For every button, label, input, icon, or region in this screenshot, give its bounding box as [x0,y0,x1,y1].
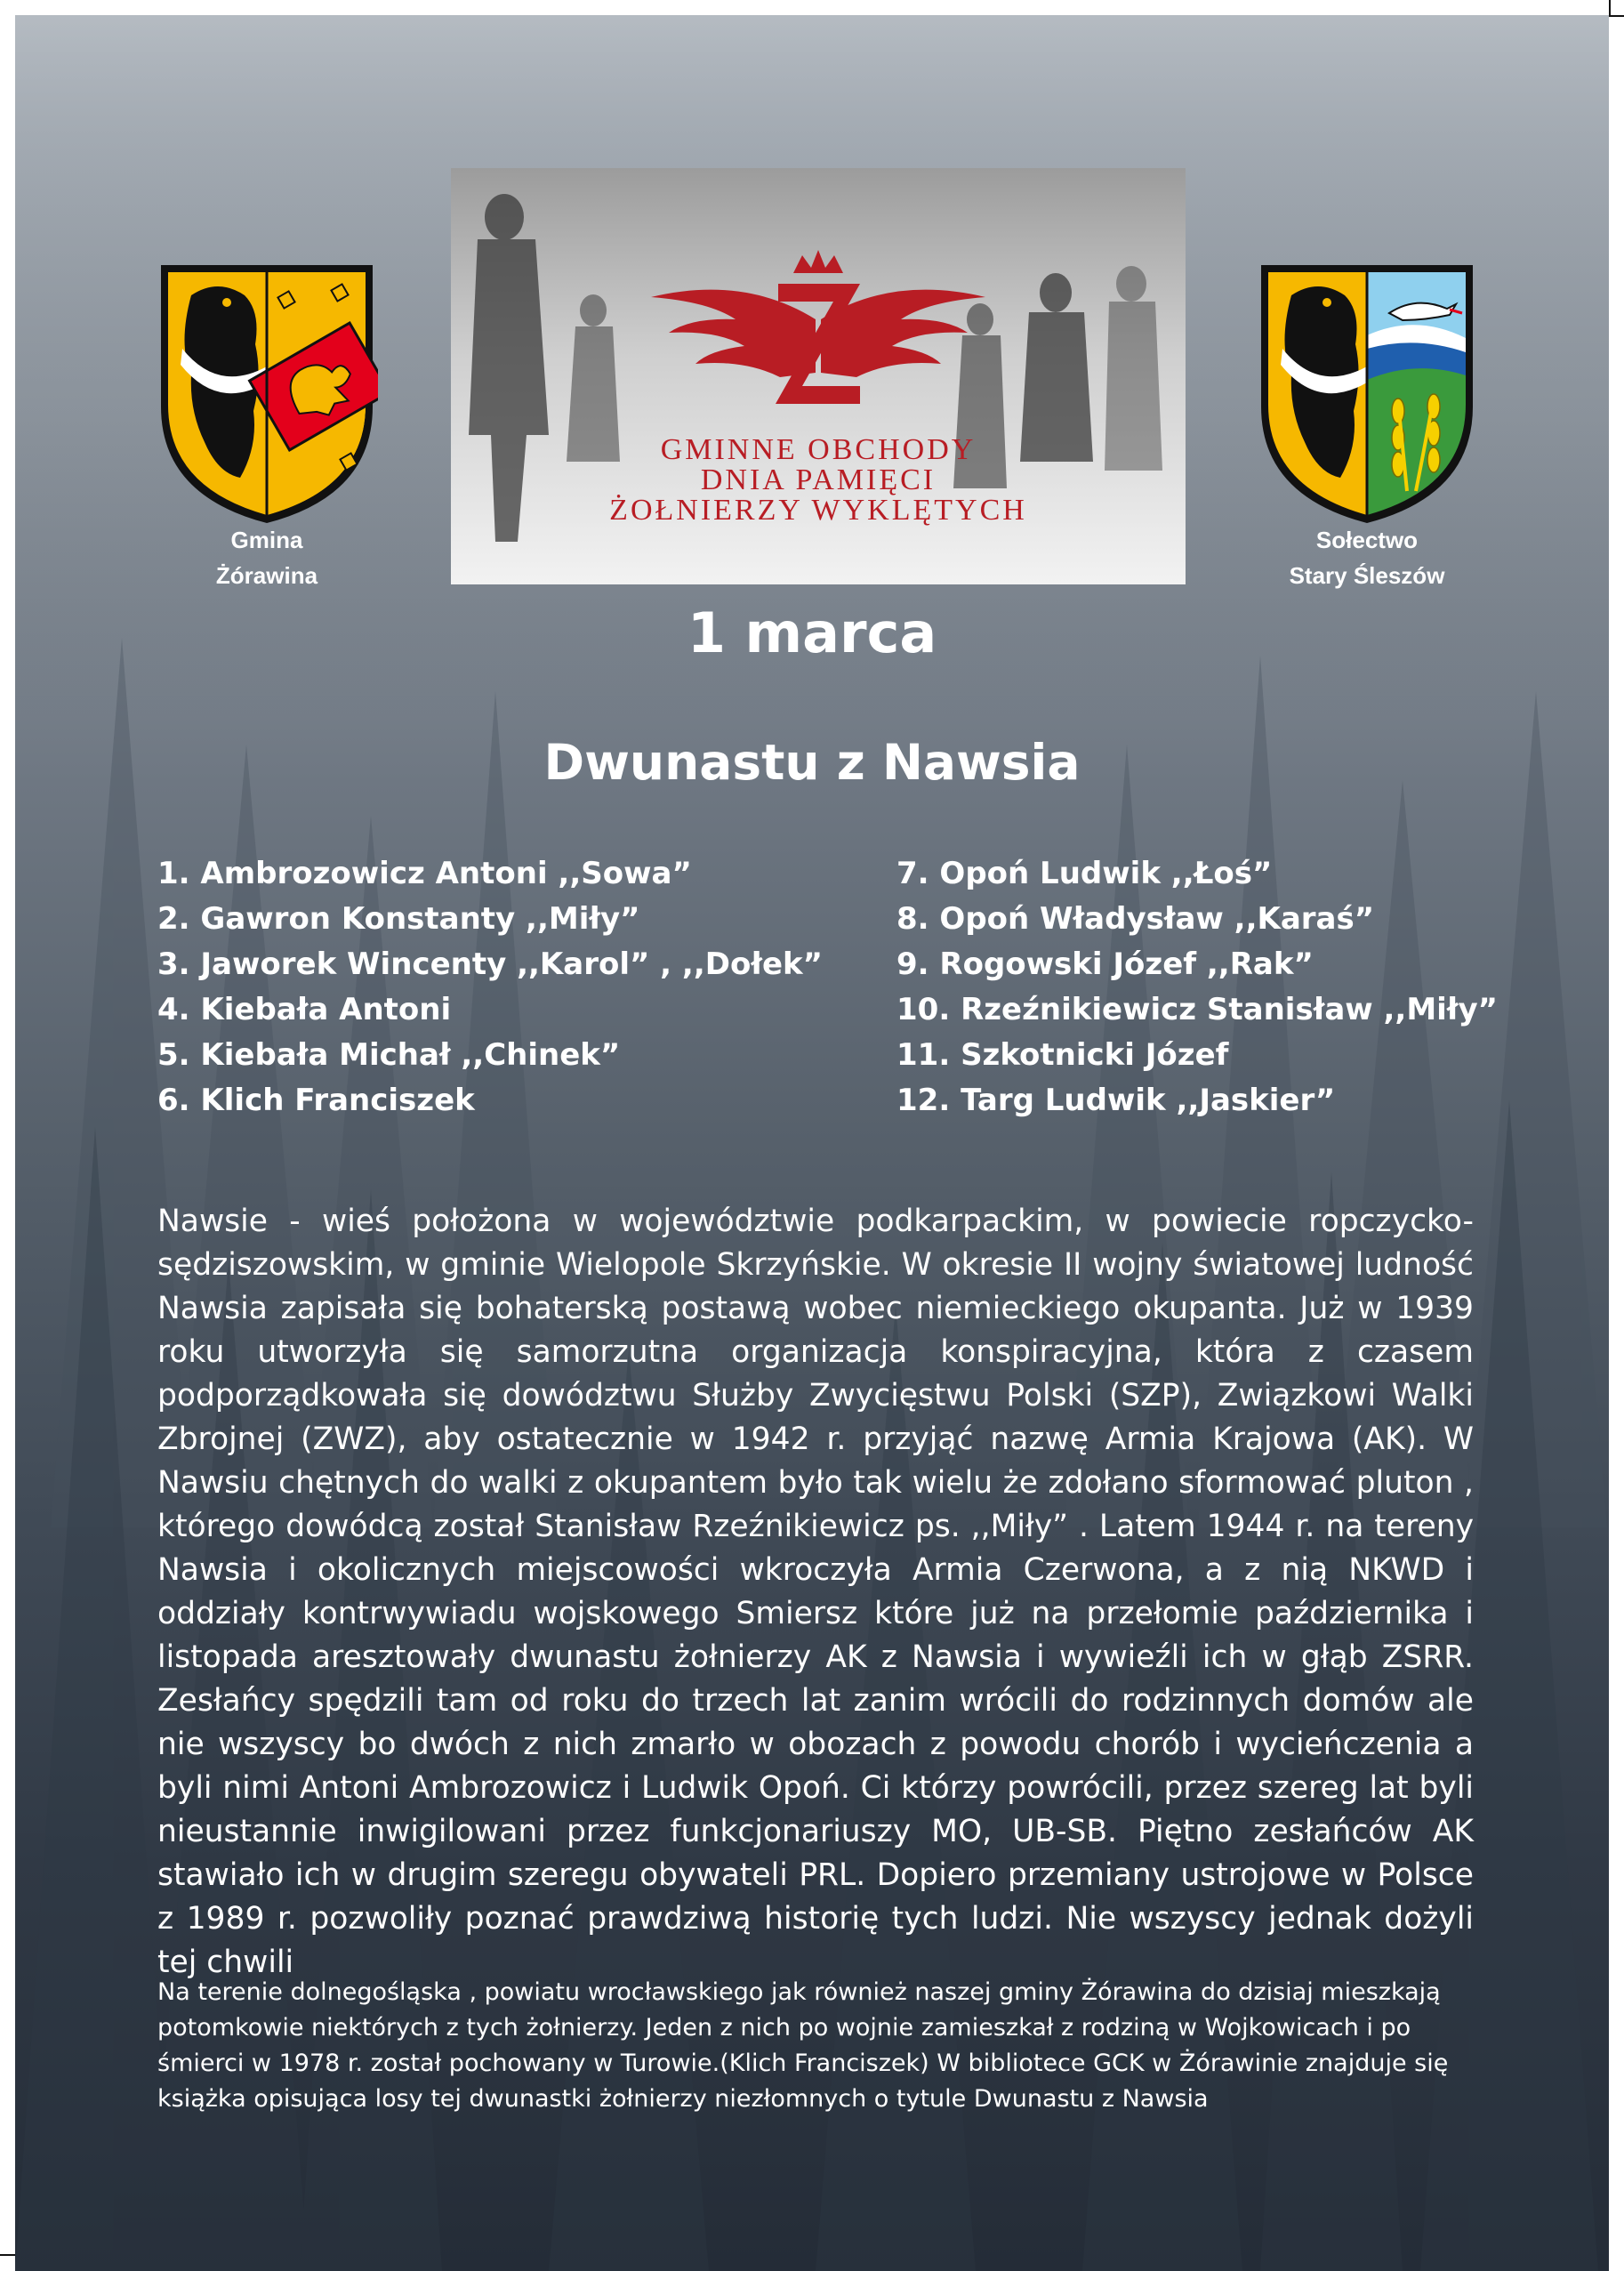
crest-label-gmina [156,522,378,593]
list-item: 8. Opoń Władysław ,,Karaś” [896,901,1375,937]
list-item: 5. Kiebała Michał ,,Chinek” [157,1037,621,1073]
banner-title [451,435,1186,526]
poster-page [15,15,1609,2271]
history-paragraph: Nawsie - wieś położona w województwie podkarpackim, w powiecie ropczycko-sędziszowskim, w gminie Wielopole Skrzyńskie. W okresie II wojny światowej ludność Nawsia zapisała się bohaterską postawą wobec niemieckiego okupanta. Już w 1939 roku utworzyła się samorzutna organizacja konspiracyjna, która z czasem podporządkowała się dowództwu Służby Zwycięstwu Polski (SZP), Związkowi Walki Zbrojnej (ZWZ), aby ostatecznie w 1942 r. przyjąć nazwę Armia Krajowa (AK). W Nawsiu chętnych do walki z okupantem było tak wielu że zdołano sformować pluton , którego dowódcą został Stanisław Rzeźnikiewicz ps. ,,Miły” . Latem 1944 r. na tereny Nawsia i okolicznych miejscowości wkroczyła Armia Czerwona, a z nią NKWD i oddziały kontrwywiadu wojskowego Smiersz które już na przełomie października i listopada aresztowały dwunastu żołnierzy AK z Nawsia i wywieźli ich w głąb ZSRR. Zesłańcy spędzili tam od roku do trzech lat zanim wrócili do rodzinnych domów ale nie wszyscy bo dwóch z nich zmarło w obozach z powodu chorób i wycieńczenia a byli nimi Antoni Ambrozowicz i Ludwik Opoń. Ci którzy powrócili, przez szereg lat byli nieustannie inwigilowani przez funkcjonariuszy MO, UB-SB. Piętno zesłańców AK stawiało ich w drugim szeregu obywateli PRL. Dopiero przemiany ustrojowe w Polsce z 1989 r. pozwoliły poznać prawdziwą historię tych ludzi. Nie wszyscy jednak dożyli tej chwili [157,1204,1474,1980]
soldier-list-right [896,851,1537,1123]
crop-mark [1609,0,1611,15]
page-title: Dwunastu z Nawsia [543,734,1081,791]
soldier-list-left [157,851,833,1123]
crest-label-line: Żórawina [215,562,318,589]
crest-label-solectwo [1256,522,1478,593]
list-item: 11. Szkotnicki Józef [896,1037,1229,1073]
list-item: 9. Rogowski Józef ,,Rak” [896,946,1314,982]
list-item: 4. Kiebała Antoni [157,992,452,1027]
banner-title-line: DNIA PAMIĘCI [700,463,937,496]
footer-paragraph: Na terenie dolnegośląska , powiatu wrocławskiego jak również naszej gminy Żórawina do dzisiaj mieszkają potomkowie niektórych z tych żołnierzy. Jeden z nich po wojnie zamieszkał z rodziną w Wojkowicach i po śmierci w 1978 r. został pochowany w Turowie.(Klich Franciszek) W bibliotece GCK w Żórawinie znajduje się książka opisująca losy tej dwunastki żołnierzy niezłomnych o tytule Dwunastu z Nawsia [157,1978,1449,2113]
commemoration-banner [451,168,1186,584]
crest-label-line: Stary Śleszów [1289,562,1445,589]
list-item: 2. Gawron Konstanty ,,Miły” [157,901,640,937]
crest-label-line: Gmina [230,527,303,553]
list-item: 3. Jaworek Wincenty ,,Karol” , ,,Dołek” [157,946,823,982]
list-item: 1. Ambrozowicz Antoni ,,Sowa” [157,856,692,891]
crop-mark [1609,15,1624,17]
coat-of-arms-gmina-zorawina-icon [156,260,378,527]
list-item: 12. Targ Ludwik ,,Jaskier” [896,1083,1336,1118]
list-item: 6. Klich Franciszek [157,1083,475,1118]
coat-of-arms-solectwo-stary-sleszow-icon [1256,260,1478,527]
event-date: 1 marca [687,600,937,665]
crest-label-line: Sołectwo [1315,527,1419,553]
list-item: 10. Rzeźnikiewicz Stanisław ,,Miły” [896,992,1498,1027]
list-item: 7. Opoń Ludwik ,,Łoś” [896,856,1273,891]
banner-title-line: GMINNE OBCHODY [660,433,977,466]
crop-mark [0,2254,15,2256]
banner-title-line: ŻOŁNIERZY WYKLĘTYCH [609,494,1027,527]
